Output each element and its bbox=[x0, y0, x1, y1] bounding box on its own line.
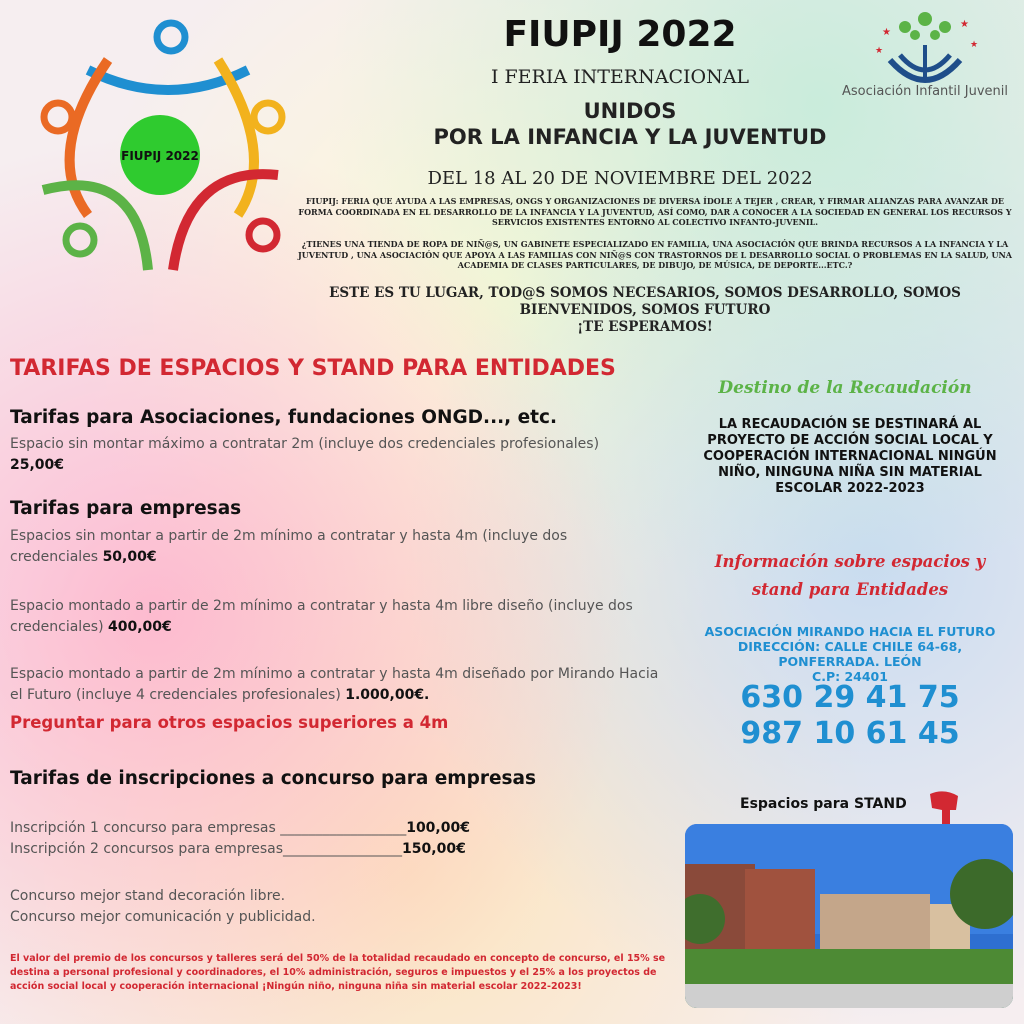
cta-line-2: BIENVENIDOS, SOMOS FUTURO bbox=[519, 302, 771, 318]
intro-paragraph-1: FIUPIJ: FERIA QUE AYUDA A LAS EMPRESAS, ONGS Y ORGANIZACIONES DE DIVERSA ÍDOLE A TEJER , CREAR, Y FIRMAR ALIANZAS PARA AVANZAR DE FORMA COORDINADA EN EL DESARROLLO DE LA INFANCIA Y LA JUVENTUD, ASÍ COMO, DAR A CONOCER A LA SOCIEDAD EN GENERAL LOS RECURSOS Y SERVICIOS EXISTENTES ENTORNO AL COLECTIVO INFANTO-JUVENIL. bbox=[298, 196, 1012, 227]
empresas-title: Tarifas para empresas bbox=[10, 498, 242, 519]
contact-address-1: DIRECCIÓN: CALLE CHILE 64-68, bbox=[737, 639, 963, 654]
empresas-item-2-desc: Espacio montado a partir de 2m mínimo a contratar y hasta 4m libre diseño (incluye dos credenciales) bbox=[10, 598, 633, 635]
empresas-item-2 bbox=[10, 596, 675, 638]
empresas-item-3-desc: Espacio montado a partir de 2m mínimo a contratar y hasta 4m diseñado por Mirando Hacia el Futuro (incluye 4 credenciales profesionales) bbox=[10, 666, 659, 703]
concurso-item-1: Concurso mejor stand decoración libre. bbox=[10, 888, 286, 904]
phone-2[interactable]: 987 10 61 45 bbox=[740, 716, 960, 751]
contact-association: ASOCIACIÓN MIRANDO HACIA EL FUTURO bbox=[704, 624, 996, 639]
empresas-item-3 bbox=[10, 664, 675, 706]
inscripcion-2-leader: _________________ bbox=[283, 841, 403, 857]
tarifas-section-title: TARIFAS DE ESPACIOS Y STAND PARA ENTIDADES bbox=[10, 356, 616, 381]
contact-block bbox=[690, 624, 1010, 684]
svg-text:★: ★ bbox=[970, 40, 979, 50]
empresas-item-3-price: 1.000,00€. bbox=[345, 687, 430, 703]
inscripcion-1-price: 100,00€ bbox=[406, 820, 470, 836]
info-title-line-1: Información sobre espacios y bbox=[714, 552, 986, 571]
inscripcion-2-label: Inscripción 2 concursos para empresas bbox=[10, 841, 284, 857]
contact-postal-code: C.P: 24401 bbox=[812, 669, 888, 684]
association-name: Asociación Infantil Juvenil bbox=[842, 84, 1008, 99]
destino-body: LA RECAUDACIÓN SE DESTINARÁ AL PROYECTO DE ACCIÓN SOCIAL LOCAL Y COOPERACIÓN INTERNACIONAL NINGÚN NIÑO, NINGUNA NIÑA SIN MATERIAL ESCOLAR 2022-2023 bbox=[703, 417, 997, 496]
empresas-item-2-price: 400,00€ bbox=[108, 619, 172, 635]
info-title-line-2: stand para Entidades bbox=[751, 580, 949, 599]
stand-venue-photo bbox=[685, 824, 1013, 1008]
inscripcion-2-price: 150,00€ bbox=[402, 841, 466, 857]
cta-line-3: ¡TE ESPERAMOS! bbox=[577, 319, 713, 335]
ask-larger-spaces: Preguntar para otros espacios superiores a 4m bbox=[10, 713, 449, 732]
svg-text:★: ★ bbox=[875, 46, 884, 56]
asociaciones-desc: Espacio sin montar máximo a contratar 2m (incluye dos credenciales profesionales) bbox=[10, 436, 600, 452]
subtitle-feria: I FERIA INTERNACIONAL bbox=[490, 66, 750, 88]
concurso-title: Tarifas de inscripciones a concurso para empresas bbox=[10, 768, 536, 789]
call-to-action bbox=[320, 285, 970, 336]
page-title: FIUPIJ 2022 bbox=[503, 14, 737, 55]
concurso-item-2: Concurso mejor comunicación y publicidad. bbox=[10, 909, 316, 925]
inscripcion-1-leader: __________________ bbox=[280, 820, 407, 836]
subtitle-unidos bbox=[400, 98, 860, 150]
fiupij-logo bbox=[28, 15, 293, 277]
subtitle-unidos-line1: UNIDOS bbox=[583, 99, 677, 123]
intro-paragraph-2: ¿TIENES UNA TIENDA DE ROPA DE NIÑ@S, UN GABINETE ESPECIALIZADO EN FAMILIA, UNA ASOCIACIÓN QUE BRINDA RECURSOS A LA INFANCIA Y LA JUVENTUD , UNA ASOCIACIÓN QUE APOYA A LAS FAMILIAS CON NIÑ@S CON TRASTORNOS DE L DESARROLLO SOCIAL O PROBLEMAS EN LA SALUD, UNA ACADEMIA DE CLASES PARTICULARES, DE DIBUJO, DE MÚSICA, DE DEPORTE...ETC.? bbox=[297, 239, 1013, 270]
inscripcion-1 bbox=[10, 818, 470, 839]
svg-text:★: ★ bbox=[960, 19, 969, 30]
destino-title: Destino de la Recaudación bbox=[718, 378, 972, 398]
inscripcion-2 bbox=[10, 839, 466, 860]
cta-line-1: ESTE ES TU LUGAR, TOD@S SOMOS NECESARIOS, SOMOS DESARROLLO, SOMOS bbox=[329, 285, 961, 301]
inscripcion-1-label: Inscripción 1 concurso para empresas bbox=[10, 820, 276, 836]
subtitle-unidos-line2: POR LA INFANCIA Y LA JUVENTUD bbox=[433, 125, 827, 149]
asociaciones-price: 25,00€ bbox=[10, 457, 65, 473]
stand-label: Espacios para STAND bbox=[740, 796, 907, 812]
contact-address-2: PONFERRADA. LEÓN bbox=[778, 654, 922, 669]
logo-text: FIUPIJ 2022 bbox=[121, 149, 199, 163]
empresas-item-1 bbox=[10, 526, 630, 568]
phone-1[interactable]: 630 29 41 75 bbox=[740, 680, 960, 715]
event-dates: DEL 18 AL 20 DE NOVIEMBRE DEL 2022 bbox=[427, 168, 813, 189]
footer-note: El valor del premio de los concursos y talleres será del 50% de la totalidad recaudado en concepto de concurso, el 15% se destina a personal profesional y coordinadores, el 10% administración, seguros e impuestos y el 25% a los proyectos de acción social local y cooperación internacional ¡Ningún niño, ninguna niña sin material escolar 2022-2023! bbox=[10, 953, 666, 992]
info-title bbox=[690, 548, 1010, 604]
asociaciones-title: Tarifas para Asociaciones, fundaciones ONGD..., etc. bbox=[10, 407, 557, 428]
empresas-item-1-desc: Espacios sin montar a partir de 2m mínimo a contratar y hasta 4m (incluye dos credenciales bbox=[10, 528, 568, 565]
concurso-list bbox=[10, 886, 316, 928]
svg-text:★: ★ bbox=[882, 27, 891, 38]
empresas-item-1-price: 50,00€ bbox=[102, 549, 157, 565]
asociaciones-item bbox=[10, 434, 675, 476]
